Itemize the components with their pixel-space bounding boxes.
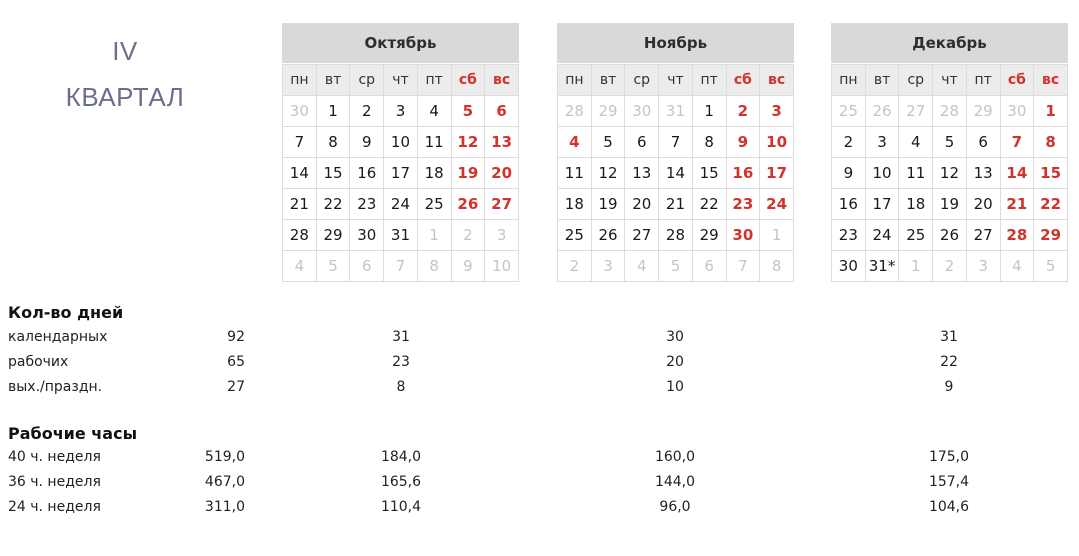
month-title: Октябрь [282,23,519,64]
day-cell-weekend: 9 [726,127,760,158]
day-cell: 4 [899,127,933,158]
day-cell: 16 [350,158,384,189]
weekday-label: вс [1034,65,1068,96]
week-row [283,127,519,158]
day-cell-weekend: 7 [1000,127,1034,158]
day-cell-weekend: 22 [1034,189,1068,220]
month-value: 20 [666,354,684,370]
day-cell: 10 [865,158,899,189]
day-cell: 30 [832,251,866,282]
month-value: 160,0 [654,449,696,465]
day-cell: 23 [350,189,384,220]
day-cell: 17 [865,189,899,220]
week-row [832,158,1068,189]
quarter-number: IV [112,36,138,66]
week-row [832,127,1068,158]
day-cell-weekend: 24 [760,189,794,220]
total-value: 27 [227,379,245,395]
day-cell-other-month: 9 [451,251,485,282]
weekday-label: вт [316,65,350,96]
month-value: 157,4 [928,474,970,490]
week-row [558,158,794,189]
day-cell-other-month: 2 [558,251,592,282]
day-cell-weekend: 1 [1034,96,1068,127]
day-cell: 23 [832,220,866,251]
day-cell-weekend: 4 [558,127,592,158]
total-value: 519,0 [204,449,245,465]
day-cell-other-month: 30 [283,96,317,127]
month-grid [831,64,1068,282]
row-label-working: рабочих [8,354,69,370]
day-cell-weekend: 30 [726,220,760,251]
day-cell-other-month: 4 [625,251,659,282]
day-cell: 26 [591,220,625,251]
week-row [832,189,1068,220]
day-cell: 25 [558,220,592,251]
weekday-label: вс [485,65,519,96]
day-cell: 25 [417,189,451,220]
week-row [283,220,519,251]
day-cell-other-month: 25 [832,96,866,127]
month-value: 144,0 [654,474,696,490]
weekday-label: ср [625,65,659,96]
day-cell-other-month: 3 [591,251,625,282]
day-cell-other-month: 29 [591,96,625,127]
day-cell: 27 [966,220,1000,251]
weekday-header-row [558,65,794,96]
week-row [832,220,1068,251]
day-cell: 13 [966,158,1000,189]
day-cell: 11 [899,158,933,189]
day-cell-other-month: 29 [966,96,1000,127]
day-cell-other-month: 5 [659,251,693,282]
day-cell: 3 [865,127,899,158]
day-cell-other-month: 10 [485,251,519,282]
weekday-label: чт [933,65,967,96]
month-value: 10 [666,379,684,395]
day-cell-weekend: 27 [485,189,519,220]
hours-section-title: Рабочие часы [8,424,138,443]
day-cell-other-month: 3 [485,220,519,251]
day-cell-weekend: 17 [760,158,794,189]
month-title: Декабрь [831,23,1068,64]
weekday-label: пн [283,65,317,96]
day-cell-weekend: 28 [1000,220,1034,251]
month-value: 31 [392,329,410,345]
weekday-header-row [832,65,1068,96]
calendar-october [282,23,519,282]
day-cell: 7 [283,127,317,158]
calendar-december [831,23,1068,282]
row-label-40h: 40 ч. неделя [8,449,101,465]
day-cell-other-month: 5 [1034,251,1068,282]
weekday-label: сб [726,65,760,96]
day-cell-weekend: 15 [1034,158,1068,189]
day-cell: 29 [316,220,350,251]
day-cell-weekend: 19 [451,158,485,189]
week-row [558,189,794,220]
day-cell: 12 [933,158,967,189]
day-cell: 14 [283,158,317,189]
quarter-word: КВАРТАЛ [65,82,185,112]
day-cell-other-month: 8 [760,251,794,282]
day-cell-other-month: 28 [558,96,592,127]
day-cell-other-month: 30 [1000,96,1034,127]
day-cell-weekend: 29 [1034,220,1068,251]
row-label-36h: 36 ч. неделя [8,474,101,490]
day-cell-weekend: 3 [760,96,794,127]
day-cell: 12 [591,158,625,189]
weekday-label: пт [966,65,1000,96]
day-cell-other-month: 7 [384,251,418,282]
weekday-label: чт [384,65,418,96]
month-value: 184,0 [380,449,422,465]
calendar-november [557,23,794,282]
month-grid [557,64,794,282]
day-cell-other-month: 3 [966,251,1000,282]
day-cell: 3 [384,96,418,127]
month-value: 104,6 [928,499,970,515]
day-cell: 18 [417,158,451,189]
day-cell: 29 [692,220,726,251]
day-cell: 28 [283,220,317,251]
day-cell: 20 [966,189,1000,220]
total-value: 92 [227,329,245,345]
day-cell: 13 [625,158,659,189]
week-row [832,96,1068,127]
day-cell-weekend: 23 [726,189,760,220]
month-value: 23 [392,354,410,370]
weekday-label: пт [692,65,726,96]
month-grid [282,64,519,282]
day-cell: 7 [659,127,693,158]
day-cell: 9 [832,158,866,189]
row-label-calendar: календарных [8,329,108,345]
day-cell: 22 [316,189,350,220]
day-cell: 1 [316,96,350,127]
day-cell: 17 [384,158,418,189]
day-cell: 21 [659,189,693,220]
weekday-label: вс [760,65,794,96]
day-cell: 5 [933,127,967,158]
day-cell: 1 [692,96,726,127]
weekday-label: сб [1000,65,1034,96]
day-cell-weekend: 12 [451,127,485,158]
weekday-label: вт [591,65,625,96]
month-value: 31 [940,329,958,345]
day-cell-weekend: 20 [485,158,519,189]
day-cell-other-month: 5 [316,251,350,282]
month-title: Ноябрь [557,23,794,64]
day-cell: 27 [625,220,659,251]
day-cell-other-month: 4 [1000,251,1034,282]
day-cell-other-month: 26 [865,96,899,127]
month-value: 9 [944,379,954,395]
total-value: 311,0 [204,499,245,515]
day-cell-other-month: 1 [760,220,794,251]
day-cell: 21 [283,189,317,220]
row-label-holidays: вых./праздн. [8,379,103,395]
day-cell-other-month: 6 [692,251,726,282]
day-cell-other-month: 28 [933,96,967,127]
month-value: 96,0 [659,499,691,515]
day-cell-other-month: 1 [899,251,933,282]
row-label-24h: 24 ч. неделя [8,499,101,515]
day-cell-other-month: 4 [283,251,317,282]
week-row [558,251,794,282]
week-row [558,220,794,251]
week-row [283,251,519,282]
day-cell: 15 [692,158,726,189]
day-cell-other-month: 27 [899,96,933,127]
weekday-label: пн [558,65,592,96]
weekday-label: вт [865,65,899,96]
day-cell-other-month: 30 [625,96,659,127]
day-cell: 11 [417,127,451,158]
week-row [283,158,519,189]
day-cell-weekend: 21 [1000,189,1034,220]
day-cell-weekend: 26 [451,189,485,220]
month-value: 175,0 [928,449,970,465]
day-cell: 18 [899,189,933,220]
day-cell-other-month: 2 [933,251,967,282]
day-cell: 14 [659,158,693,189]
quarter-title [40,28,210,120]
week-row [558,127,794,158]
day-cell: 25 [899,220,933,251]
weekday-label: чт [659,65,693,96]
total-value: 65 [227,354,245,370]
day-cell: 5 [591,127,625,158]
weekday-header-row [283,65,519,96]
day-cell: 9 [350,127,384,158]
month-value: 110,4 [380,499,422,515]
weekday-label: пт [417,65,451,96]
day-cell: 24 [865,220,899,251]
day-cell-weekend: 10 [760,127,794,158]
total-value: 467,0 [204,474,245,490]
days-section-title: Кол-во дней [8,303,124,322]
day-cell-weekend: 6 [485,96,519,127]
day-cell: 16 [832,189,866,220]
day-cell: 10 [384,127,418,158]
day-cell: 4 [417,96,451,127]
month-value: 8 [396,379,406,395]
day-cell-other-month: 2 [451,220,485,251]
day-cell-other-month: 8 [417,251,451,282]
day-cell: 2 [350,96,384,127]
day-cell: 8 [692,127,726,158]
day-cell: 28 [659,220,693,251]
day-cell: 24 [384,189,418,220]
week-row [283,189,519,220]
week-row [832,251,1068,282]
day-cell: 8 [316,127,350,158]
day-cell-weekend: 8 [1034,127,1068,158]
day-cell-other-month: 6 [350,251,384,282]
day-cell: 31* [865,251,899,282]
day-cell: 19 [933,189,967,220]
day-cell-weekend: 2 [726,96,760,127]
day-cell-other-month: 7 [726,251,760,282]
day-cell-weekend: 5 [451,96,485,127]
day-cell: 22 [692,189,726,220]
day-cell: 15 [316,158,350,189]
day-cell: 26 [933,220,967,251]
day-cell: 11 [558,158,592,189]
weekday-label: пн [832,65,866,96]
day-cell: 18 [558,189,592,220]
month-value: 22 [940,354,958,370]
day-cell: 30 [350,220,384,251]
day-cell: 19 [591,189,625,220]
day-cell: 20 [625,189,659,220]
month-value: 30 [666,329,684,345]
month-value: 165,6 [380,474,422,490]
week-row [558,96,794,127]
day-cell-weekend: 14 [1000,158,1034,189]
day-cell-weekend: 13 [485,127,519,158]
day-cell-other-month: 1 [417,220,451,251]
day-cell: 6 [625,127,659,158]
weekday-label: сб [451,65,485,96]
day-cell: 6 [966,127,1000,158]
weekday-label: ср [350,65,384,96]
day-cell-weekend: 16 [726,158,760,189]
week-row [283,96,519,127]
day-cell: 31 [384,220,418,251]
day-cell: 2 [832,127,866,158]
day-cell-other-month: 31 [659,96,693,127]
weekday-label: ср [899,65,933,96]
